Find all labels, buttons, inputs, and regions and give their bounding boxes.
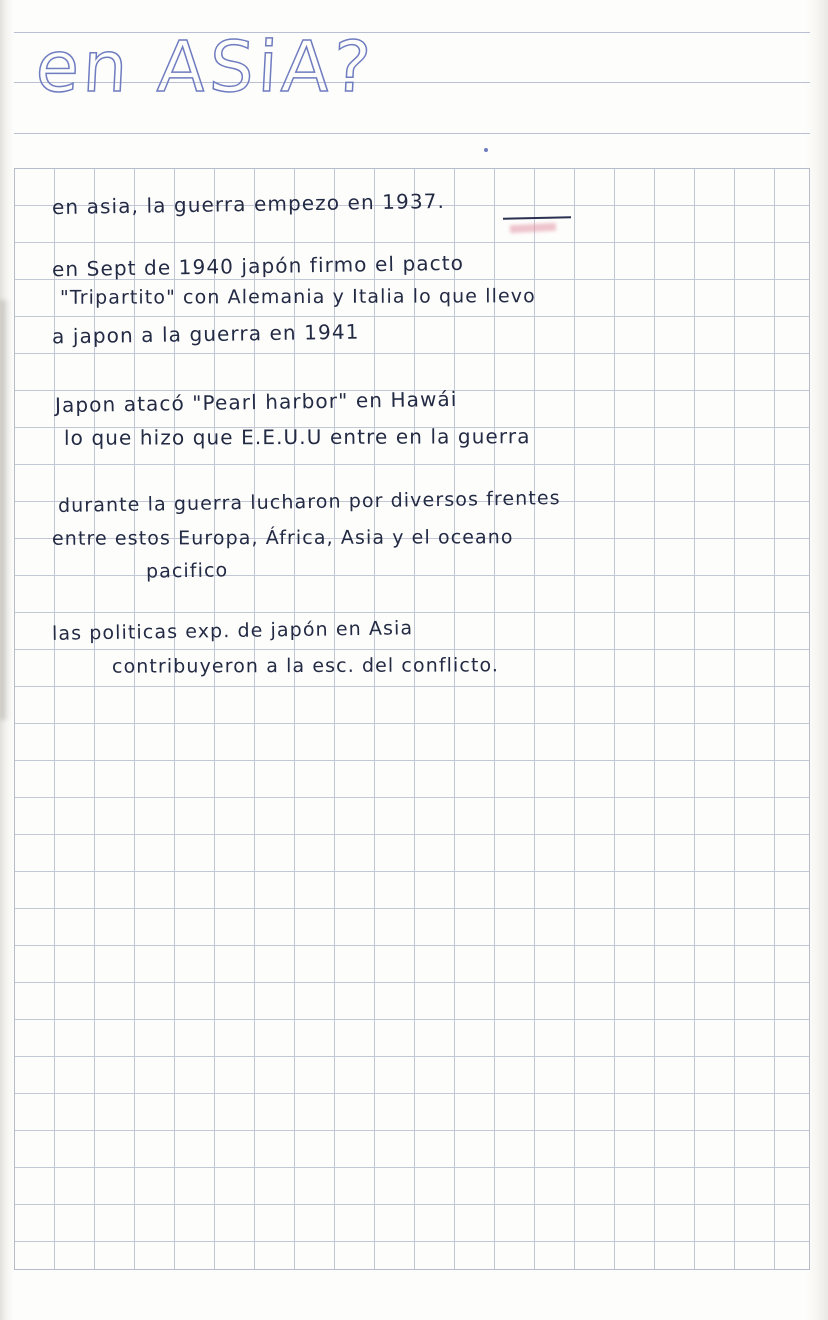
note-line: entre estos Europa, África, Asia y el oceano: [51, 526, 514, 550]
note-line: Japon atacó "Pearl harbor" en Hawái: [54, 386, 458, 418]
note-line: contribuyeron a la esc. del conflicto.: [111, 654, 500, 678]
note-line: en asia, la guerra empezo en 1937.: [51, 188, 446, 220]
note-line: "Tripartito" con Alemania y Italia lo que llevo: [59, 285, 536, 309]
note-line: lo que hizo que E.E.U.U entre en la guerra: [63, 424, 531, 450]
note-line: durante la guerra lucharon por diversos frentes: [57, 487, 561, 517]
note-line: las politicas exp. de japón en Asia: [51, 617, 414, 645]
note-line: en Sept de 1940 japón firmo el pacto: [51, 250, 465, 282]
title-guide-line-bottom: [14, 133, 810, 134]
page-title: en ASiA?: [33, 26, 377, 108]
page-left-smudge: [0, 300, 10, 720]
note-line: pacifico: [145, 559, 229, 583]
title-rule-band: [14, 26, 810, 136]
note-line: a japon a la guerra en 1941: [51, 319, 360, 349]
title-stray-dot: [484, 148, 488, 152]
